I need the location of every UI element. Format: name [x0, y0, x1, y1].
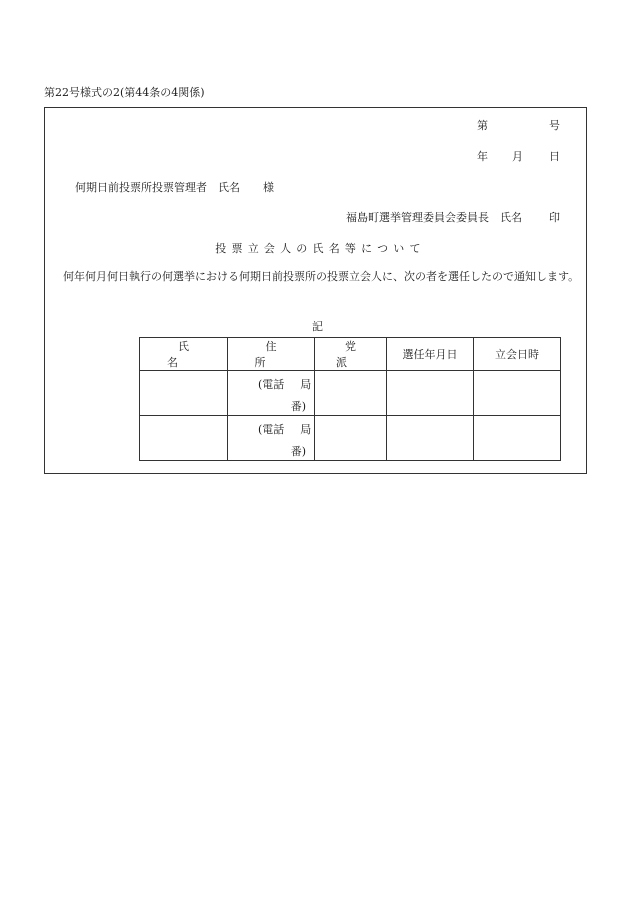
phone-number-suffix: 番): [290, 445, 306, 458]
sender: 福島町選挙管理委員会委員長 氏名: [346, 211, 522, 224]
form-number: 第22号様式の2(第44条の4関係): [44, 86, 205, 99]
ki-label: 記: [312, 320, 323, 333]
cell-address: [228, 371, 315, 416]
header-address: 住所: [228, 338, 315, 371]
phone-label: (電話 局: [258, 423, 312, 436]
table-header-row: [140, 338, 561, 371]
header-appointment-date: 選任年月日: [387, 338, 474, 371]
document-number-suffix: 号: [549, 119, 560, 132]
appointees-table: [139, 337, 561, 461]
date-month-label: 月: [512, 150, 523, 163]
sender-seal: 印: [549, 211, 560, 224]
phone-label: (電話 局: [258, 378, 312, 391]
phone-number-suffix: 番): [290, 400, 306, 413]
document-title: 投票立会人の氏名等について: [215, 242, 426, 255]
cell-appointment-date: [387, 371, 474, 416]
date-year-label: 年: [477, 150, 488, 163]
body-text: 何年何月何日執行の何選挙における何期日前投票所の投票立会人に、次の者を選任したので通知します。: [63, 270, 580, 283]
cell-party: [315, 371, 387, 416]
cell-attendance-date: [474, 416, 561, 461]
cell-name: [140, 371, 228, 416]
table-row: [140, 371, 561, 416]
cell-name: [140, 416, 228, 461]
document-number-label: 第: [477, 119, 488, 132]
date-day-label: 日: [549, 150, 560, 163]
notification-document: [44, 107, 587, 474]
header-party: 党派: [315, 338, 387, 371]
addressee: 何期日前投票所投票管理者 氏名: [75, 181, 240, 194]
cell-appointment-date: [387, 416, 474, 461]
cell-attendance-date: [474, 371, 561, 416]
cell-address: [228, 416, 315, 461]
cell-party: [315, 416, 387, 461]
header-attendance-date: 立会日時: [474, 338, 561, 371]
header-name: 氏名: [140, 338, 228, 371]
table-row: [140, 416, 561, 461]
addressee-honorific: 様: [263, 181, 274, 194]
